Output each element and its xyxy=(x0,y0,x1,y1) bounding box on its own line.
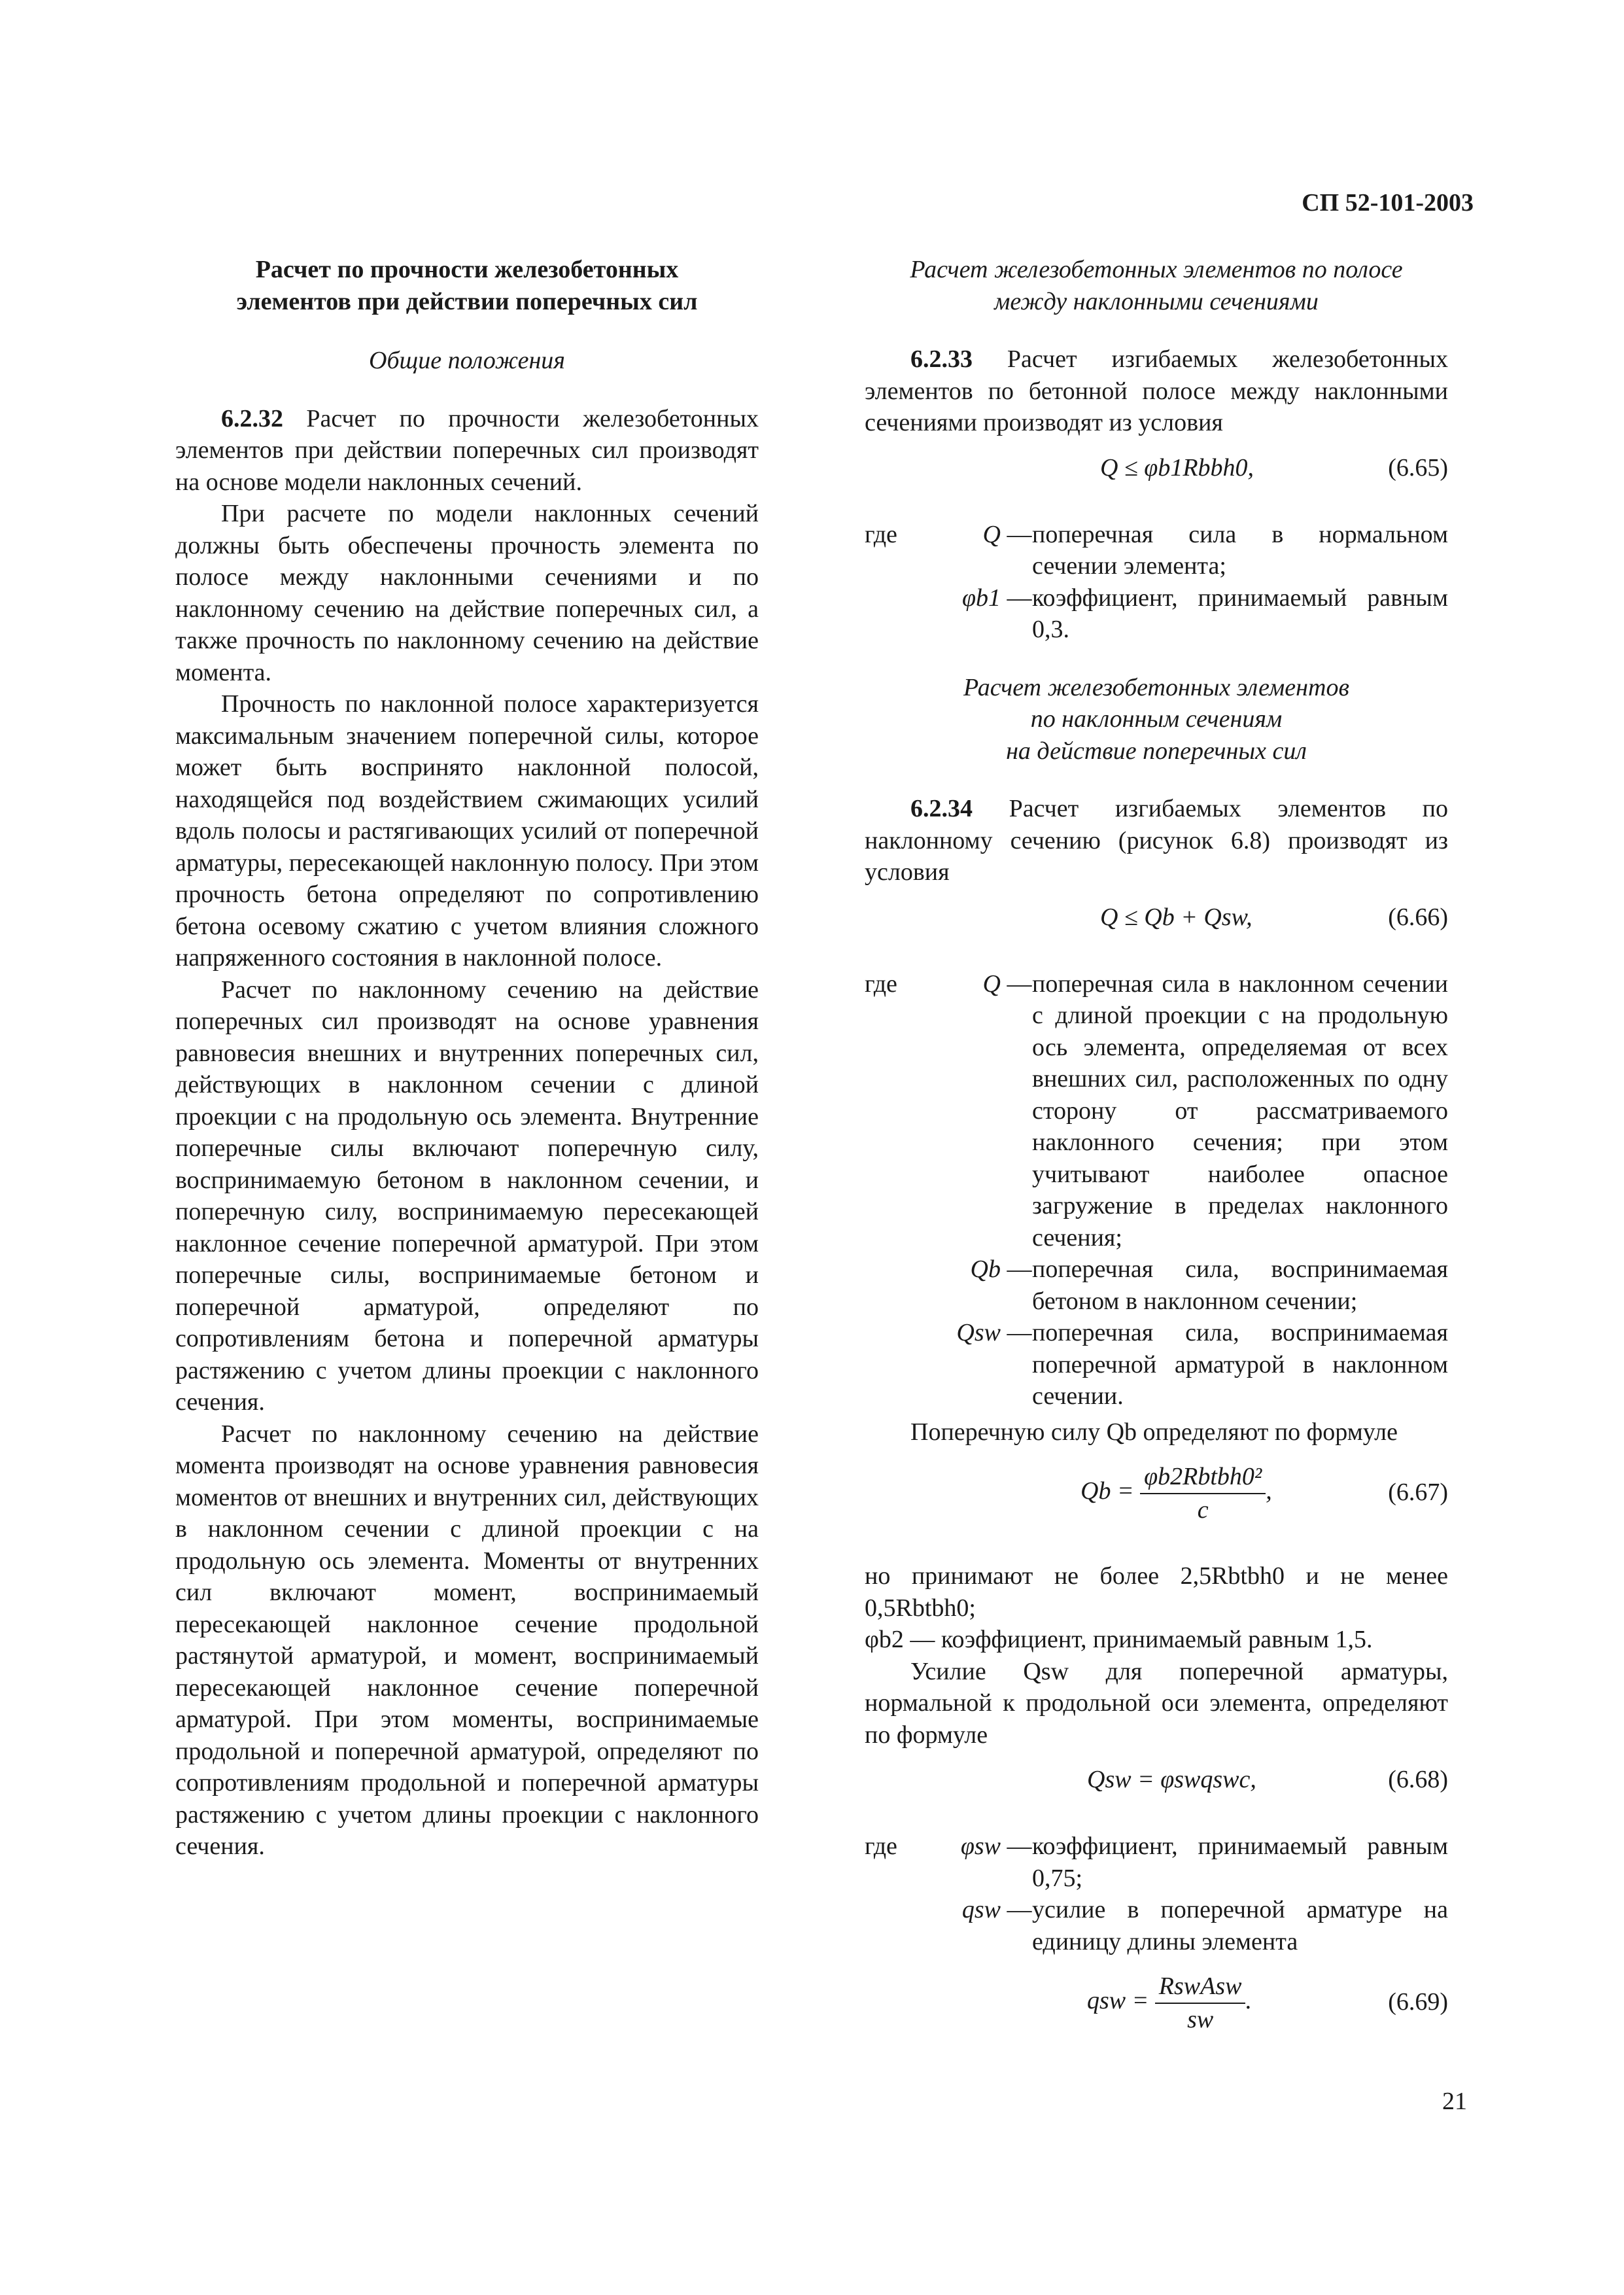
definition-item: φb1 — коэффициент, принимаемый равным 0,3. xyxy=(961,584,1448,643)
page-number: 21 xyxy=(1442,2088,1467,2115)
definition-item: Qsw — поперечная сила, воспринимаемая поперечной арматурой в наклонном сечении. xyxy=(956,1319,1448,1410)
formula-number: (6.67) xyxy=(1388,1479,1448,1506)
definition-item: qsw — усилие в поперечной арматуре на единицу длины элемента xyxy=(961,1896,1448,1955)
paragraph: Расчет по наклонному сечению на действие поперечных сил производят на основе уравнения равновесия внешних и внутренних поперечных сил, действующих в наклонном сечении с длиной проекции c на продольную ось элемента. Внутренние поперечные силы включают поперечную силу, воспринимаемую бетоном в наклонном сечении, и поперечную силу, воспринимаемую пересекающей наклонное сечение поперечной арматурой. При этом поперечные силы, воспринимаемые бетоном и поперечной арматурой, определяют по сопротивлениям бетона и поперечной арматуры растяжению с учетом длины проекции c наклонного сечения. xyxy=(175,975,759,1416)
definition-item: где Q — поперечная сила в наклонном сечении с длиной проекции c на продольную ось элемента, определяемая от всех внешних сил, расположенных по одну сторону от рассматриваемого наклонного сечения; при этом учитывают наиболее опасное загружение в пределах наклонного сечения; xyxy=(865,970,1448,1252)
paragraph: Поперечную силу Qb определяют по формуле xyxy=(910,1418,1398,1446)
formula-number: (6.66) xyxy=(1388,903,1448,931)
paragraph: Прочность по наклонной полосе характеризуется максимальным значением поперечной силы, которое может быть воспринято наклонной полосой, находящейся под воздействием сжимающих усилий вдоль полосы и растягивающих усилий от поперечной арматуры, пересекающей наклонную полосу. При этом прочность бетона определяют по сопротивлению бетона осевому сжатию с учетом влияния сложного напряженного состояния в наклонной полосе. xyxy=(175,690,759,972)
subsection-title: Расчет железобетонных элементов по наклонным сечениям на действие поперечных сил xyxy=(963,673,1349,765)
definition-item: где φsw — коэффициент, принимаемый равным 0,75; xyxy=(865,1832,1448,1892)
fraction: $\frac{\text{RswAsw}}{sw}$ xyxy=(1155,1971,1246,2035)
right-column xyxy=(865,254,1448,2070)
formula-number: (6.68) xyxy=(1388,1766,1448,1793)
subsection-title: Общие положения xyxy=(369,347,565,374)
formula-expression: qsw = $\frac{\text{RswAsw}}{sw}$ . xyxy=(1087,1971,1252,2035)
fraction: $\frac{\text{φb2Rbtbh0²}}{c}$ xyxy=(1140,1461,1266,1526)
formula-6-65 xyxy=(865,452,1448,498)
subsection-title: Расчет железобетонных элементов по полосе между наклонными сечениями xyxy=(910,256,1403,315)
definition-list xyxy=(865,1831,1448,1957)
formula-6-68 xyxy=(865,1764,1448,1810)
definition-item: где Q — поперечная сила в нормальном сечении элемента; xyxy=(865,520,1448,580)
clause-6-2-32: 6.2.32 Расчет по прочности железобетонных элементов при действии поперечных сил производят на основе модели наклонных сечений. xyxy=(175,404,759,496)
formula-number: (6.69) xyxy=(1388,1988,1448,2016)
paragraph: При расчете по модели наклонных сечений должны быть обеспечены прочность элемента по полосе между наклонными сечениями и по наклонному сечению на действие поперечных сил, а также прочность по наклонному сечению на действие момента. xyxy=(175,500,759,686)
formula-number: (6.65) xyxy=(1388,453,1448,482)
formula-expression: Qb = $\frac{\text{φb2Rbtbh0²}}{c}$ , xyxy=(1080,1461,1272,1526)
clause-6-2-33: 6.2.33 Расчет изгибаемых железобетонных элементов по бетонной полосе между наклонными сечениями производят из условия xyxy=(865,345,1448,436)
paragraph: φb2 — коэффициент, принимаемый равным 1,5. xyxy=(865,1626,1373,1653)
definition-list xyxy=(865,968,1448,1412)
formula-6-67 xyxy=(865,1461,1448,1539)
formula-expression: Qsw = φswqswc, xyxy=(1087,1766,1256,1793)
paragraph: но принимают не более 2,5Rbtbh0 и не менее 0,5Rbtbh0; xyxy=(865,1562,1448,1622)
definition-list xyxy=(865,519,1448,646)
clause-6-2-34: 6.2.34 Расчет изгибаемых элементов по наклонному сечению (рисунок 6.8) производят из условия xyxy=(865,795,1448,886)
formula-6-66 xyxy=(865,902,1448,947)
section-title: Расчет по прочности железобетонных элементов при действии поперечных сил xyxy=(236,256,698,315)
formula-expression: Q ≤ Qb + Qsw, xyxy=(1100,903,1253,931)
formula-6-69 xyxy=(865,1971,1448,2049)
paragraph: Усилие Qsw для поперечной арматуры, нормальной к продольной оси элемента, определяют по формуле xyxy=(865,1657,1448,1749)
document-code-header: СП 52-101-2003 xyxy=(1302,189,1474,217)
formula-expression: Q ≤ φb1Rbbh0, xyxy=(1100,453,1254,482)
left-column xyxy=(175,254,759,1863)
paragraph: Расчет по наклонному сечению на действие момента производят на основе уравнения равновесия моментов от внешних и внутренних сил, действующих в наклонном сечении с длиной проекции c на продольную ось элемента. Моменты от внутренних сил включают момент, воспринимаемый пересекающей наклонное сечение продольной растянутой арматурой, и момент, воспринимаемый пересекающей наклонное сечение поперечной арматурой. При этом моменты, воспринимаемые продольной и поперечной арматурой, определяют по сопротивлениям продольной и поперечной арматуры растяжению с учетом длины проекции c наклонного сечения. xyxy=(175,1420,759,1860)
definition-item: Qb — поперечная сила, воспринимаемая бетоном в наклонном сечении; xyxy=(970,1255,1448,1315)
